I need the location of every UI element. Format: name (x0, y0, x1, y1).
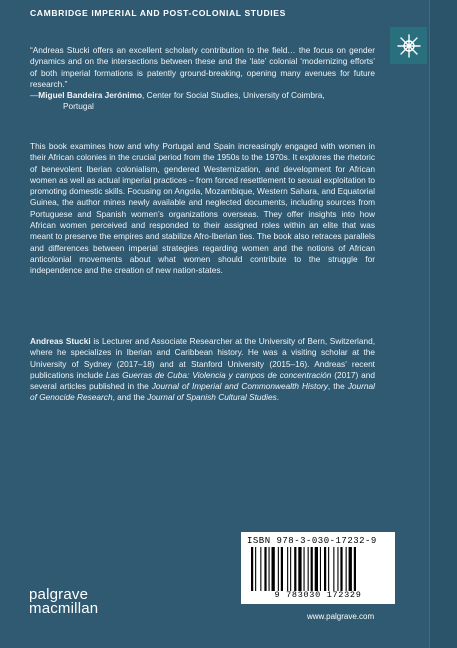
barcode-bar (298, 547, 301, 591)
barcode-bar (272, 547, 275, 591)
barcode-bar (315, 547, 318, 591)
isbn-barcode (241, 532, 395, 604)
quote-dash: — (30, 90, 39, 101)
barcode-bar (328, 547, 329, 591)
palgrave-star-icon (395, 32, 423, 60)
barcode-bar (260, 547, 261, 591)
quote-text: “Andreas Stucki offers an excellent scholarly contribution to the field… the focus on gender dynamics and on the intersections between these and the ‘late’ colonial ‘modernizing efforts’ of both imperial formations is patently ground-breaking, opening many avenues for future research.” (30, 45, 375, 89)
bio-text-2: (2017) and several articles published in the (30, 369, 376, 392)
bio-text-1: is Lecturer and Associate Researcher at the University of Bern, Switzerland, where he specializes in Iberian and Caribbean history. He was a visiting scholar at the University of Sydney (2017–18) and at Stanford University (2015–16). Andreas’ recent publications include (30, 336, 375, 380)
barcode-bar (346, 547, 347, 591)
barcode-bar (349, 547, 352, 591)
barcode-bar (354, 547, 356, 591)
barcode-bar (308, 547, 309, 591)
bio-text-3: , the (327, 381, 348, 392)
series-title: CAMBRIDGE IMPERIAL AND POST-COLONIAL STUDIES (30, 8, 286, 18)
barcode-bar (290, 547, 291, 591)
barcode-bar (337, 547, 338, 591)
bio-journal-3: Journal of Spanish Cultural Studies (147, 392, 277, 403)
barcode-bar (294, 547, 296, 591)
barcode-bar (255, 547, 256, 591)
spine-edge (429, 0, 457, 648)
bio-journal-1: Journal of Imperial and Commonwealth History (151, 381, 328, 392)
author-bio (30, 336, 375, 404)
barcode-bar (251, 547, 253, 591)
barcode-bar (311, 547, 313, 591)
barcode-bar (320, 547, 321, 591)
barcode-bar (278, 547, 279, 591)
isbn-label: ISBN 978-3-030-17232-9 (247, 536, 377, 546)
quote-attribution (30, 90, 375, 101)
barcode-bar (264, 547, 266, 591)
palgrave-badge (390, 27, 427, 64)
barcode-bar (269, 547, 270, 591)
description-text: This book examines how and why Portugal and Spain increasingly engaged with women in their African colonies in the crucial period from the 1950s to the 1970s. It explores the rhetoric of benevolent Iberian colonialism, gendered Westernization, and development for African women as well as actual imperial practices – from forced resettlement to sexual exploitation to promoting domestic skills. Focusing on Angola, Mozambique, Western Sahara, and Equatorial Guinea, the author mines newly available and neglected documents, including sources from Portuguese and Spanish women’s organizations overseas. They offer insights into how African women perceived and responded to their assigned roles within an elite that was meant to preserve the empires and stabilize Afro-Iberian ties. The book also retraces parallels and differences between imperial strategies regarding women and the notions of African anticolonial movements about what women should contribute to the struggle for independence and the creation of new nation-states. (30, 141, 375, 276)
bio-journal-2: Journal of Genocide Research (30, 381, 375, 403)
barcode-bar (340, 547, 342, 591)
author-name: Andreas Stucki (30, 336, 91, 346)
endorsement-quote (30, 45, 375, 113)
logo-line-2: macmillan (29, 600, 99, 617)
quote-affiliation: , Center for Social Studies, University of Coimbra, (142, 90, 325, 101)
logo-line-1: palgrave (29, 586, 89, 603)
barcode-bar (324, 547, 326, 591)
barcode-bars (251, 547, 385, 591)
quote-affiliation-line2: Portugal (63, 101, 94, 112)
bio-book-title: Las Guerras de Cuba: Violencia y campos de concentración (105, 369, 332, 380)
barcode-bar (287, 547, 288, 591)
barcode-bar (304, 547, 305, 591)
barcode-bar (281, 547, 283, 591)
quote-author: Miguel Bandeira Jerónimo (38, 90, 143, 101)
publisher-logo (29, 588, 98, 616)
book-description (30, 141, 375, 277)
bio-text-5: . (276, 392, 280, 403)
barcode-bar (333, 547, 334, 591)
bio-text-4: , and the (112, 392, 148, 403)
barcode-digits: 9 783030 172329 (274, 590, 362, 600)
publisher-url: www.palgrave.com (307, 612, 375, 621)
